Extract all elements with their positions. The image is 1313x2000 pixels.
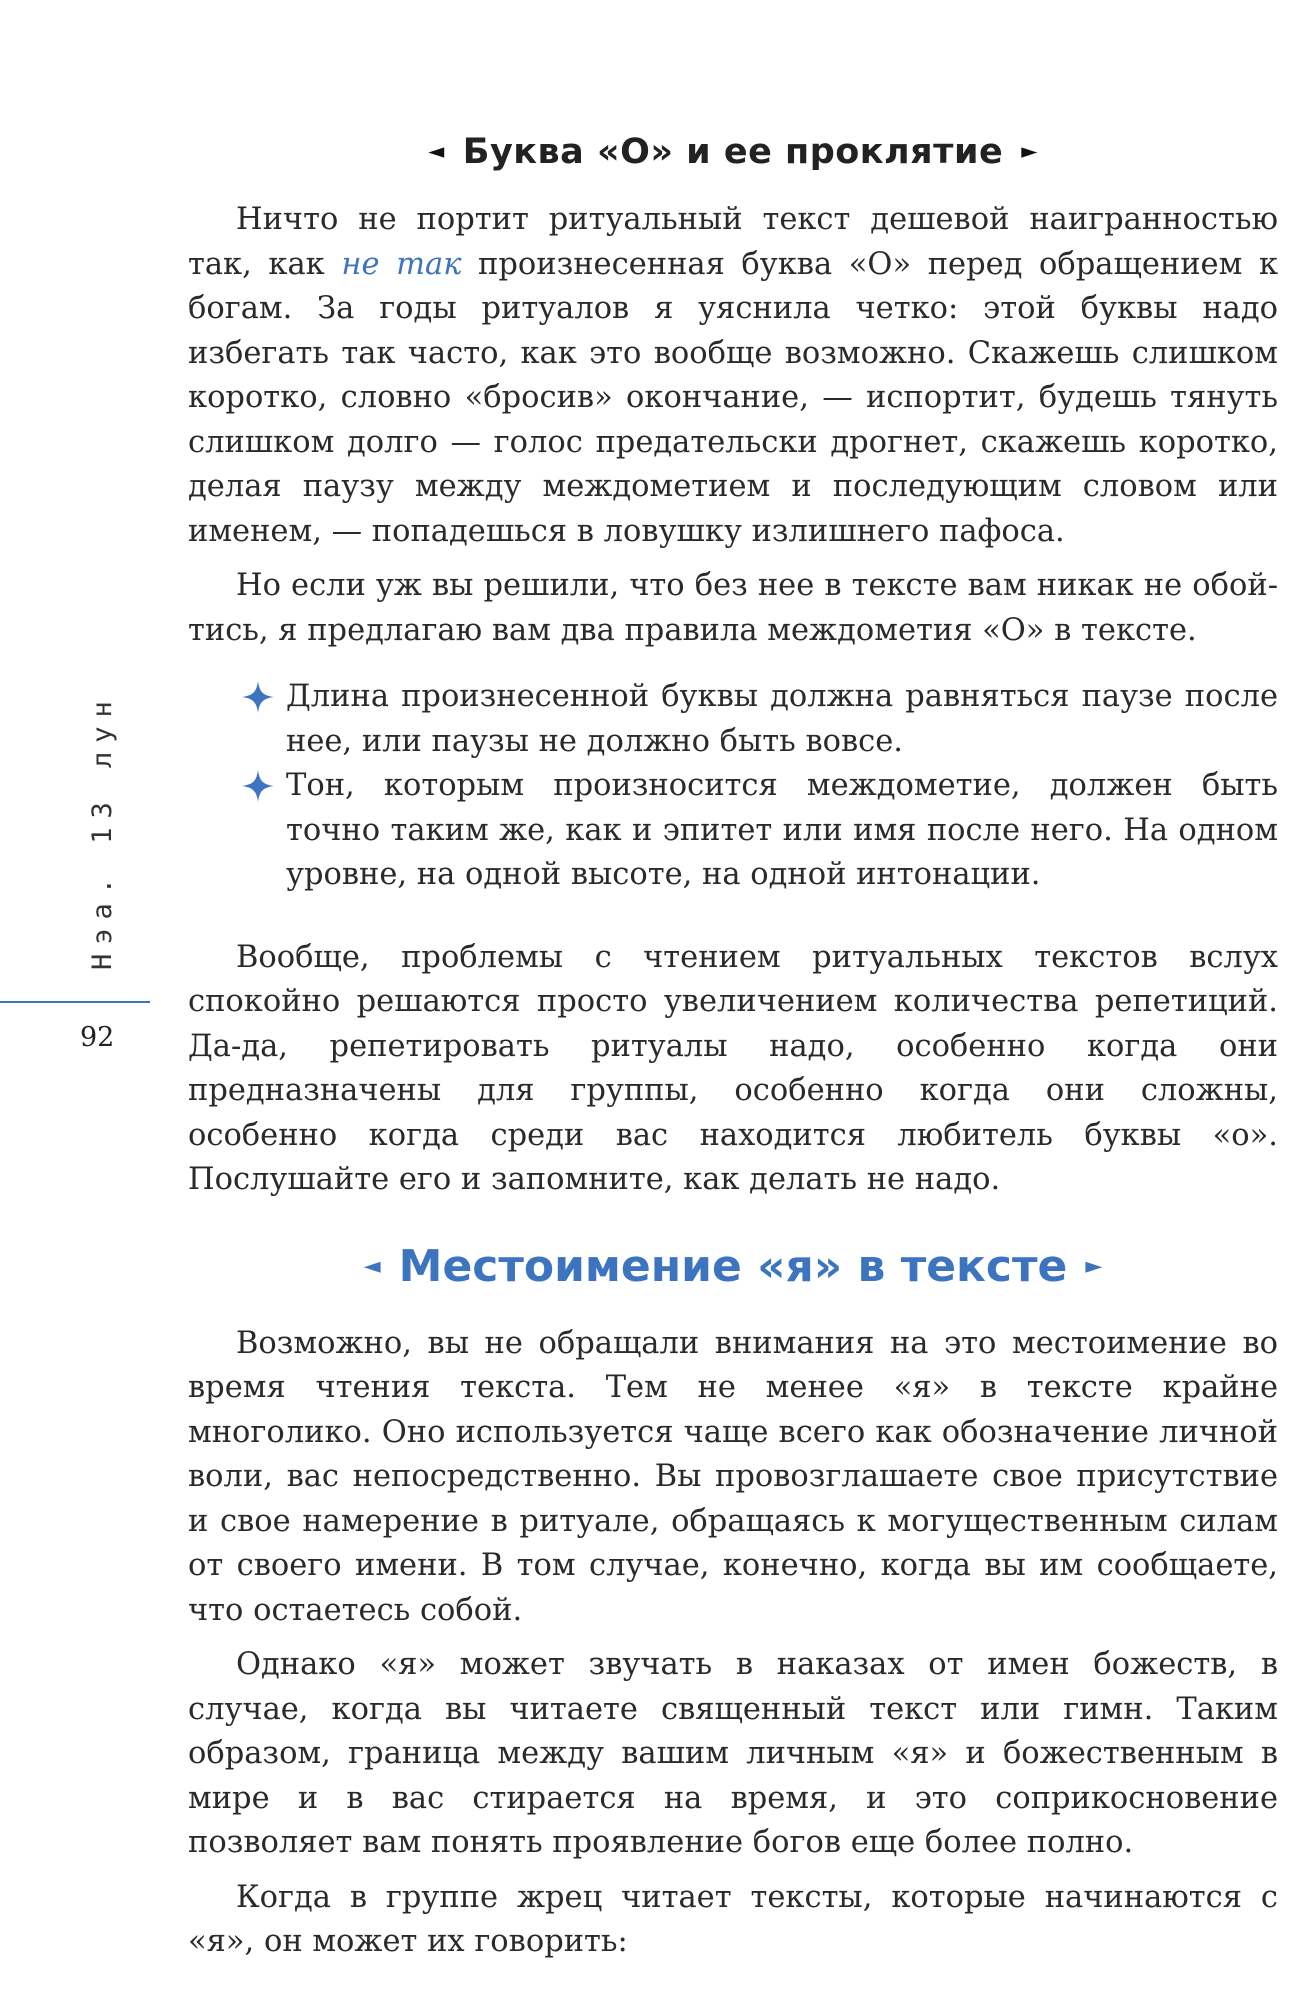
paragraph: Но если уж вы решили, что без нее в тексте вам никак не обойтись, я предлагаю вам два правила междометия «О» в тексте. [188,568,1278,648]
right-arrow-icon: ► [1021,139,1038,163]
page-margin [0,760,150,1090]
paragraph: Когда в группе жрец читает тексты, которые начинаются с «я», он может их говорить: [188,1879,1278,1959]
section-heading-pronoun [188,1241,1278,1292]
list-item-text: Тон, которым произносится междометие, должен быть точно таким же, как и эпитет или имя после него. На одном уровне, на одной высоте, на одной интонации. [286,768,1278,892]
right-arrow-icon: ► [1085,1254,1103,1279]
margin-rule [0,1001,150,1003]
paragraph-text: произнесенная буква «О» перед обращением к богам. За годы ритуалов я уяснила четко: этой буквы надо избегать так часто, как это вообще возможно. Скажешь слишком коротко, словно «бросив» окончание, — испортит, будешь тянуть слишком долго — голос предательски дрогнет, скажешь коротко, делая паузу между междометием и последующим словом или именем, — попадешься в ловушку излишнего пафоса. [188,246,1279,549]
emphasis-text: не так [341,246,462,282]
page-content [188,132,1278,1965]
left-arrow-icon: ◄ [363,1254,381,1279]
paragraph-text: Ничто не портит ритуальный текст дешевой наигранностью так, как [188,202,1278,282]
section-heading-text: Буква «О» и ее проклятие [462,132,1004,172]
section-heading-letter-o [188,132,1278,172]
paragraph: Вообще, проблемы с чтением ритуальных текстов вслух спокойно решаются просто увеличением количества репетиций. Да-да, репетировать ритуалы надо, особенно когда они предназначены для группы, особенно когда они сложны, особенно когда среди вас находится любитель буквы «о». Послушайте его и запомните, как делать не надо. [188,939,1278,1197]
section-heading-text: Местоимение «я» в тексте [398,1240,1068,1292]
list-item [188,675,1278,764]
list-item [188,764,1278,898]
page-number: 92 [80,1022,115,1053]
running-title: Нэа. 13 лун [87,692,118,970]
rules-list [188,675,1278,898]
four-point-star-icon [240,679,276,715]
four-point-star-icon [240,768,276,804]
paragraph: Возможно, вы не обращали внимания на это местоимение во время чтения текста. Тем не менее «я» в тексте крайне многолико. Оно используется чаще всего как обозначение личной воли, вас непосредственно. Вы провозглашаете свое присутствие и свое намерение в ритуале, обращаясь к могущественным силам от своего имени. В том случае, конечно, когда вы им сообщаете, что остаетесь собой. [188,1325,1278,1628]
paragraph: Однако «я» может звучать в наказах от имен божеств, в случае, когда вы читаете священный текст или гимн. Таким образом, граница между вашим личным «я» и божественным в мире и в вас стирается на время, и это соприкосновение позволяет вам понять проявление богов еще более полно. [188,1647,1278,1860]
left-arrow-icon: ◄ [428,139,445,163]
list-item-text: Длина произнесенной буквы должна равняться паузе после нее, или паузы не должно быть вовсе. [286,679,1278,759]
paragraph [188,198,1278,554]
